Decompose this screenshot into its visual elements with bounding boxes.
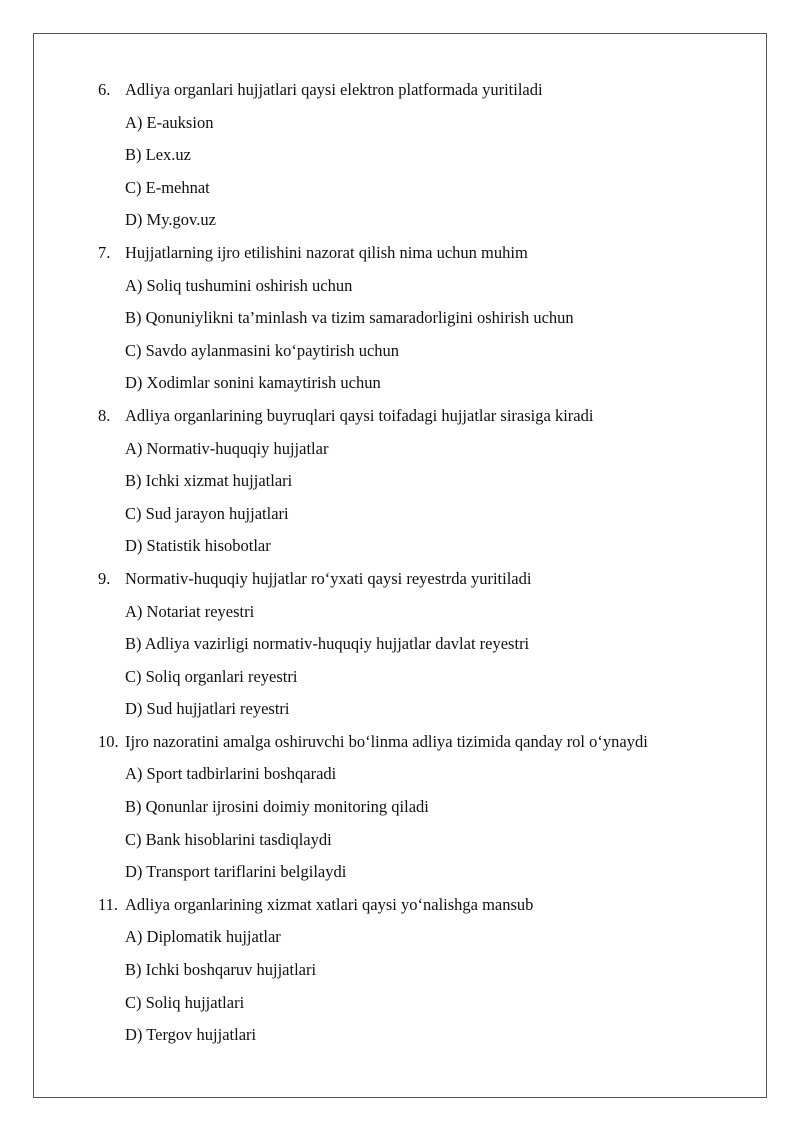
option-c: C) Savdo aylanmasini ko‘paytirish uchun <box>125 340 400 360</box>
option-a: A) E-auksion <box>125 112 214 132</box>
option-a: A) Sport tadbirlarini boshqaradi <box>125 764 337 784</box>
question-heading <box>98 726 758 759</box>
question-heading <box>98 74 758 107</box>
option-b: B) Qonuniylikni ta’minlash va tizim samaradorligini oshirish uchun <box>125 308 574 328</box>
question-list <box>98 74 758 1052</box>
question-8 <box>98 400 758 563</box>
question-number: 6. <box>98 80 111 99</box>
question-heading <box>98 400 758 433</box>
question-heading <box>98 563 758 596</box>
question-7 <box>98 237 758 400</box>
question-text: Hujjatlarning ijro etilishini nazorat qilish nima uchun muhim <box>125 242 528 262</box>
question-heading <box>98 889 758 922</box>
option-c: C) E-mehnat <box>125 177 210 197</box>
option-d: D) Sud hujjatlari reyestri <box>125 699 290 719</box>
question-number: 10. <box>98 731 119 751</box>
question-9 <box>98 563 758 726</box>
question-text: Adliya organlari hujjatlari qaysi elektron platformada yuritiladi <box>125 80 543 99</box>
question-text: Ijro nazoratini amalga oshiruvchi bo‘linma adliya tizimida qanday rol o‘ynaydi <box>125 731 648 751</box>
option-b: B) Lex.uz <box>125 145 191 165</box>
question-number: 7. <box>98 242 111 262</box>
option-c: C) Soliq organlari reyestri <box>125 666 298 686</box>
question-text: Adliya organlarining xizmat xatlari qaysi yo‘nalishga mansub <box>125 894 534 914</box>
option-c: C) Bank hisoblarini tasdiqlaydi <box>125 829 332 849</box>
option-a: A) Diplomatik hujjatlar <box>125 927 281 947</box>
question-heading <box>98 237 758 270</box>
option-a: A) Soliq tushumini oshirish uchun <box>125 275 353 295</box>
option-d: D) Xodimlar sonini kamaytirish uchun <box>125 373 381 393</box>
option-b: B) Qonunlar ijrosini doimiy monitoring qiladi <box>125 797 429 817</box>
question-number: 9. <box>98 568 111 588</box>
option-a: A) Normativ-huquqiy hujjatlar <box>125 438 329 458</box>
question-10 <box>98 726 758 889</box>
question-number: 8. <box>98 405 111 425</box>
option-c: C) Sud jarayon hujjatlari <box>125 503 289 523</box>
question-text: Adliya organlarining buyruqlari qaysi toifadagi hujjatlar sirasiga kiradi <box>125 405 594 425</box>
option-b: B) Ichki boshqaruv hujjatlari <box>125 960 317 980</box>
option-d: D) Transport tariflarini belgilaydi <box>125 862 347 882</box>
question-text: Normativ-huquqiy hujjatlar ro‘yxati qaysi reyestrda yuritiladi <box>125 568 532 588</box>
option-d: D) Tergov hujjatlari <box>125 1025 257 1045</box>
option-c: C) Soliq hujjatlari <box>125 992 245 1012</box>
option-d: D) Statistik hisobotlar <box>125 536 271 556</box>
question-6 <box>98 74 758 237</box>
option-b: B) Adliya vazirligi normativ-huquqiy hujjatlar davlat reyestri <box>125 634 530 654</box>
option-d: D) My.gov.uz <box>125 210 216 230</box>
option-a: A) Notariat reyestri <box>125 601 255 621</box>
option-b: B) Ichki xizmat hujjatlari <box>125 471 293 491</box>
question-number: 11. <box>98 894 119 914</box>
question-11 <box>98 889 758 1052</box>
